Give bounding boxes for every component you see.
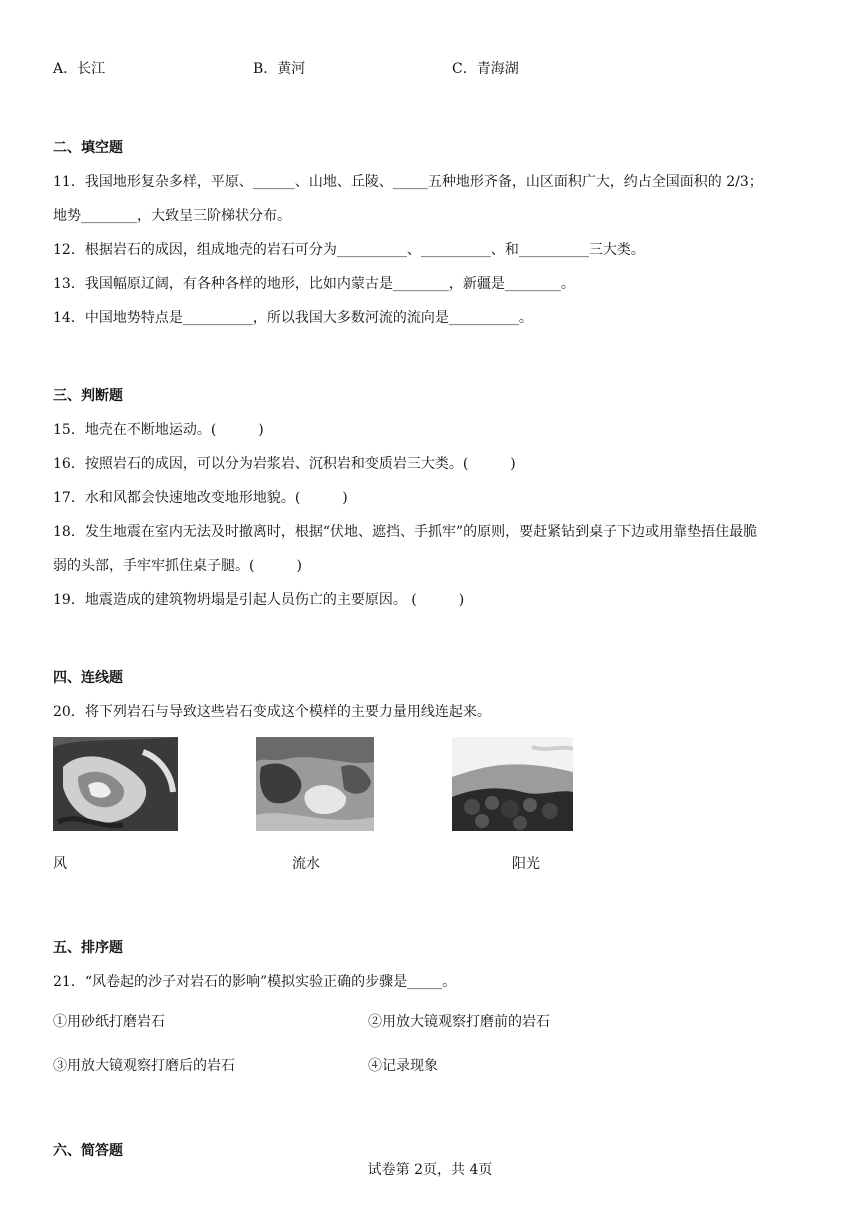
- label-sunlight: 阳光: [512, 856, 540, 872]
- question-17: 17．水和风都会快速地改变地形地貌。( ): [53, 490, 348, 506]
- section-heading-matching: 四、连线题: [53, 670, 123, 686]
- page-footer: 试卷第 2页，共 4页: [367, 1162, 493, 1178]
- question-13: 13．我国幅原辽阔，有各种各样的地形，比如内蒙古是________，新疆是________。: [53, 276, 575, 292]
- step-3: ③用放大镜观察打磨后的岩石: [53, 1058, 235, 1074]
- section-heading-true-false: 三、判断题: [53, 388, 123, 404]
- label-water: 流水: [292, 856, 320, 872]
- step-2: ②用放大镜观察打磨前的岩石: [368, 1014, 550, 1030]
- option-b: B．黄河: [253, 61, 306, 77]
- question-11-line2: 地势________，大致呈三阶梯状分布。: [53, 208, 291, 224]
- section-heading-fill-blank: 二、填空题: [53, 140, 123, 156]
- rock-image-1: [53, 737, 178, 831]
- question-20: 20．将下列岩石与导致这些岩石变成这个模样的主要力量用线连起来。: [53, 704, 491, 720]
- section-heading-ordering: 五、排序题: [53, 940, 123, 956]
- question-19: 19．地震造成的建筑物坍塌是引起人员伤亡的主要原因。 ( ): [53, 592, 465, 608]
- rock-image-3: [452, 737, 573, 831]
- option-a: A．长江: [53, 61, 106, 77]
- option-c: C．青海湖: [452, 61, 519, 77]
- question-16: 16．按照岩石的成因，可以分为岩浆岩、沉积岩和变质岩三大类。( ): [53, 456, 516, 472]
- section-heading-short-answer: 六、简答题: [53, 1143, 123, 1159]
- question-18-line2: 弱的头部，手牢牢抓住桌子腿。( ): [53, 558, 302, 574]
- question-12: 12．根据岩石的成因，组成地壳的岩石可分为__________、__________、和__________三大类。: [53, 242, 645, 258]
- step-1: ①用砂纸打磨岩石: [53, 1014, 165, 1030]
- question-18-line1: 18．发生地震在室内无法及时撤离时，根据“伏地、遮挡、手抓牢”的原则，要赶紧钻到桌子下边或用靠垫捂住最脆: [53, 524, 758, 540]
- question-15: 15．地壳在不断地运动。( ): [53, 422, 264, 438]
- question-14: 14．中国地势特点是__________，所以我国大多数河流的流向是__________。: [53, 310, 533, 326]
- question-11-line1: 11．我国地形复杂多样，平原、______、山地、丘陵、_____五种地形齐备，山区面积广大，约占全国面积的 2/3；: [53, 174, 763, 190]
- label-wind: 风: [53, 856, 67, 872]
- rock-image-2: [256, 737, 374, 831]
- question-21: 21．“风卷起的沙子对岩石的影响”模拟实验正确的步骤是_____。: [53, 974, 457, 990]
- step-4: ④记录现象: [368, 1058, 438, 1074]
